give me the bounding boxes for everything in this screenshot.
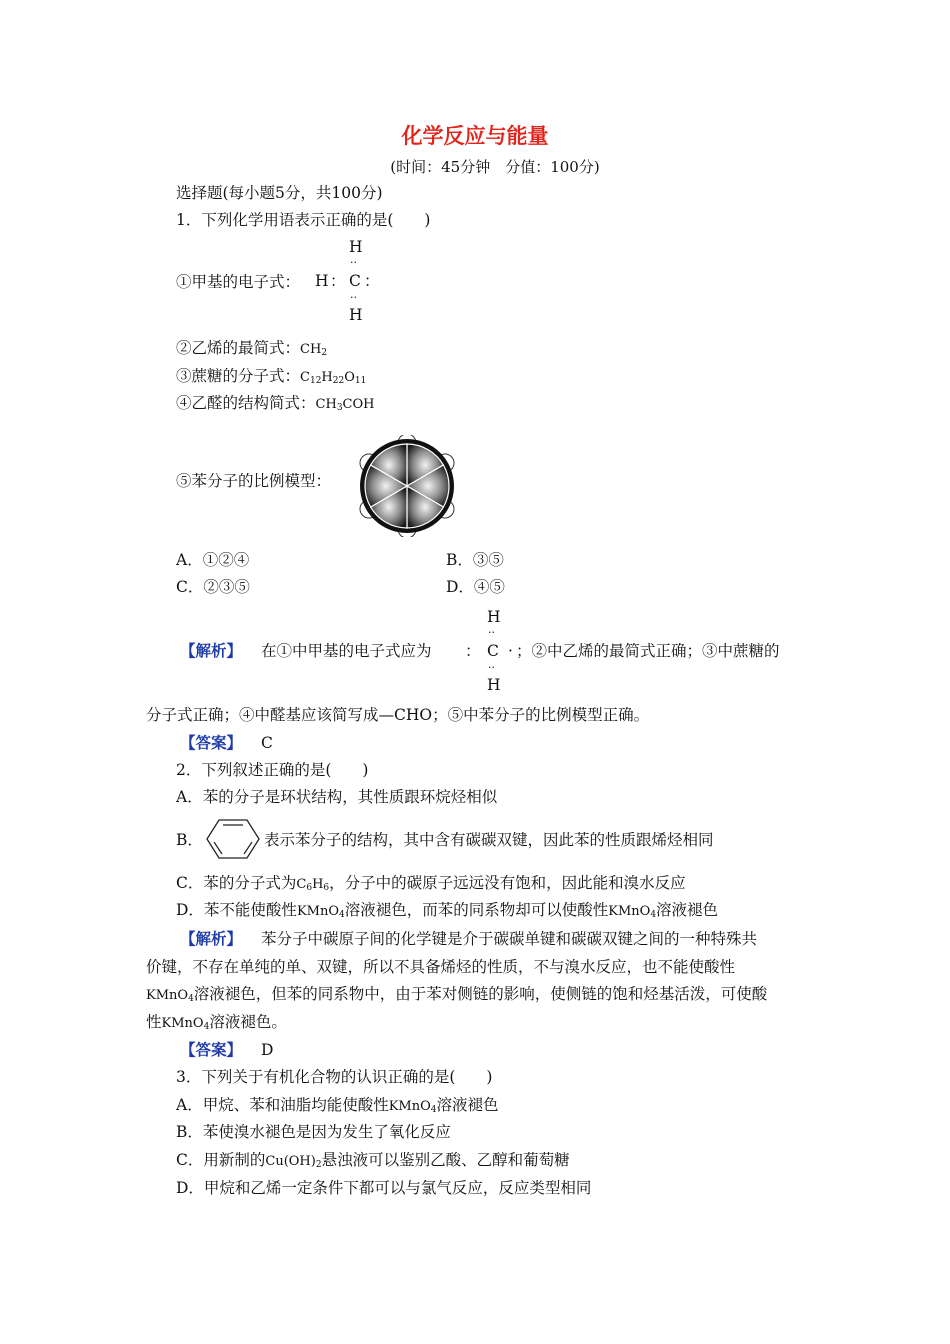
q2-stem: 2．下列叙述正确的是( ) — [176, 761, 369, 779]
page-subtitle: (时间：45分钟 分值：100分) — [390, 158, 600, 176]
q2-answer: 【答案】 D — [180, 1040, 274, 1059]
q2-option-a: A．苯的分子是环状结构，其性质跟环烷烃相似 — [176, 788, 498, 806]
q1-item5: ⑤苯分子的比例模型： — [176, 472, 332, 490]
q1-option-c: C．②③⑤ — [176, 578, 250, 596]
q2-option-b-prefix: B． — [176, 831, 203, 849]
kekule-benzene-icon — [205, 818, 261, 860]
q2-analysis-line1: 【解析】 苯分子中碳原子间的化学键是介于碳碳单键和碳碳双键之间的一种特殊共 — [180, 929, 757, 948]
q2-option-c: C．苯的分子式为$C_6H_6$，分子中的碳原子远远没有饱和，因此能和溴水反应 — [176, 874, 686, 893]
section-heading: 选择题(每小题5分，共100分) — [176, 184, 383, 202]
q2-option-b: 表示苯分子的结构，其中含有碳碳双键，因此苯的性质跟烯烃相同 — [264, 831, 714, 849]
q2-analysis-line4: 性KMnO$_4$溶液褪色。 — [146, 1013, 287, 1032]
q3-option-d: D．甲烷和乙烯一定条件下都可以与氯气反应，反应类型相同 — [176, 1179, 592, 1197]
benzene-space-filling-model — [347, 435, 467, 537]
q3-stem: 3．下列关于有机化合物的认识正确的是( ) — [176, 1068, 493, 1086]
page-title: 化学反应与能量 — [401, 124, 549, 148]
q1-item2: ②乙烯的最简式：$CH_2$ — [176, 339, 328, 358]
q3-option-c: C．用新制的$Cu(OH)_2$悬浊液可以鉴别乙酸、乙醇和葡萄糖 — [176, 1151, 570, 1170]
answer-tag: 【答案】 — [180, 733, 243, 752]
q1-analysis-line2: 分子式正确；④中醛基应该简写成—CHO；⑤中苯分子的比例模型正确。 — [146, 706, 650, 724]
analysis-tag: 【解析】 — [180, 641, 243, 660]
q2-analysis-line2: 价键，不存在单纯的单、双键，所以不具备烯烃的性质，不与溴水反应，也不能使酸性 — [146, 958, 736, 976]
q1-analysis-line1-rest: ；②中乙烯的最简式正确；③中蔗糖的 — [516, 642, 780, 660]
q1-item4: ④乙醛的结构简式：$CH_3COH$ — [176, 394, 375, 413]
q2-analysis-line3: KMnO$_4$溶液褪色，但苯的同系物中，由于苯对侧链的影响，使侧链的饱和烃基活泼，可使酸 — [146, 985, 768, 1004]
q1-analysis-line1: 【解析】 在①中甲基的电子式应为 — [180, 641, 432, 660]
q2-option-d: D．苯不能使酸性KMnO$_4$溶液褪色，而苯的同系物却可以使酸性KMnO$_4$溶液褪色 — [176, 901, 719, 920]
q1-answer: 【答案】 C — [180, 733, 273, 752]
q1-option-a: A．①②④ — [176, 551, 250, 569]
q1-option-d: D．④⑤ — [446, 578, 505, 596]
q1-item1: ①甲基的电子式： — [176, 273, 301, 291]
q1-item3: ③蔗糖的分子式：$C_{12}H_{22}O_{11}$ — [176, 367, 367, 386]
q3-option-a: A．甲烷、苯和油脂均能使酸性KMnO$_4$溶液褪色 — [176, 1096, 499, 1115]
q1-option-b: B．③⑤ — [446, 551, 504, 569]
q3-option-b: B．苯使溴水褪色是因为发生了氧化反应 — [176, 1123, 451, 1141]
q1-stem: 1．下列化学用语表示正确的是( ) — [176, 211, 431, 229]
